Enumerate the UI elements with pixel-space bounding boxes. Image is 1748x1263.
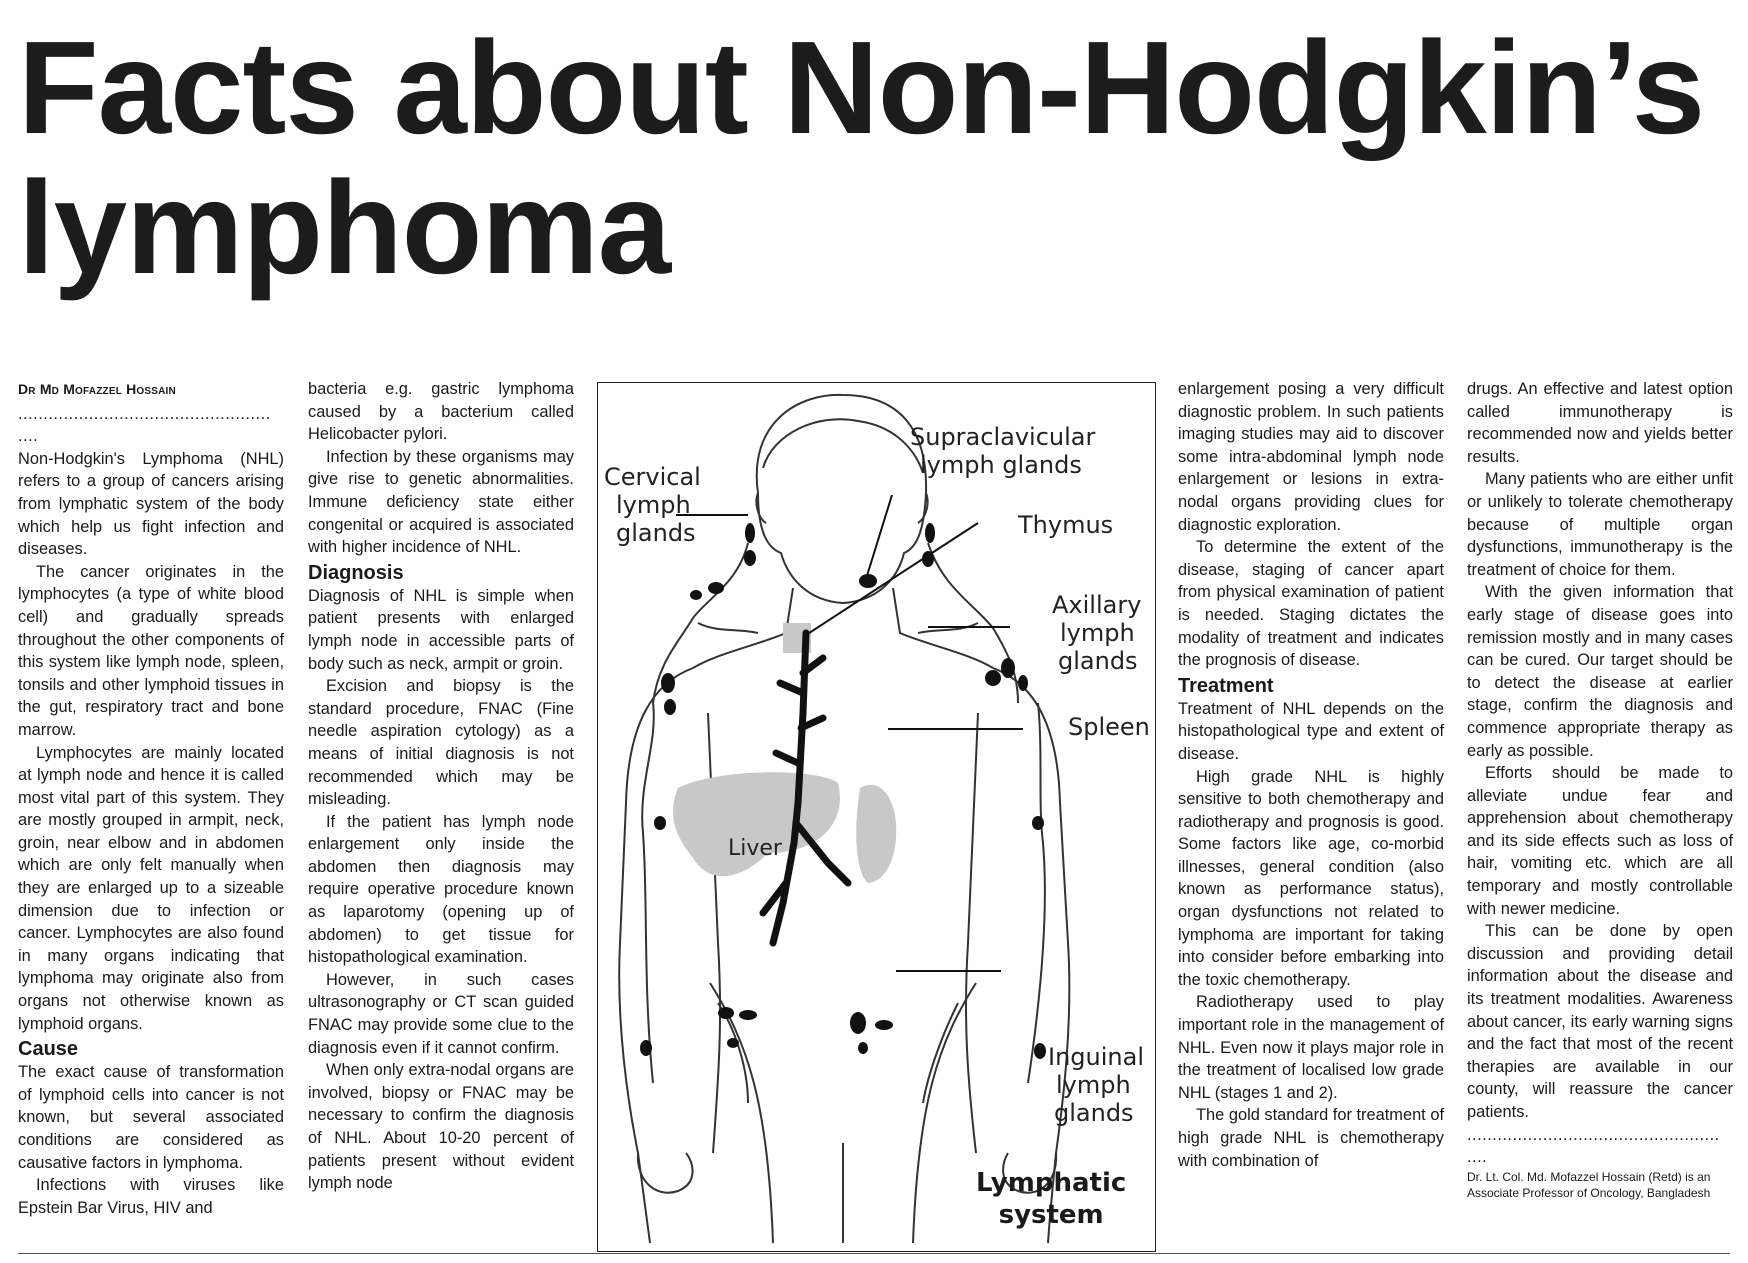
section-heading-cause: Cause (18, 1038, 79, 1061)
paragraph: The exact cause of transformation of lymphoid cells into cancer is not known, but several associated conditions are considered as causative factors in lymphoma. (18, 1063, 284, 1172)
label-line: Cervical (604, 463, 701, 491)
paragraph: Infections with viruses like Epstein Bar Virus, HIV and (18, 1176, 284, 1217)
paragraph: The gold standard for treatment of high grade NHL is chemotherapy with combination of (1178, 1106, 1444, 1170)
label-axillary-lymph-glands (1052, 591, 1141, 675)
paragraph: Many patients who are either unfit or unlikely to tolerate chemotherapy because of multiple organ dysfunctions, immunotherapy is the treatment of choice for them. (1467, 470, 1733, 579)
label-line: lymph (1060, 619, 1135, 647)
paragraph: However, in such cases ultrasonography or CT scan guided FNAC may provide some clue to the diagnosis even if it cannot confirm. (308, 970, 574, 1057)
paragraph: If the patient has lymph node enlargement only inside the abdomen then diagnosis may require operative procedure known as laparotomy (opening up of abdomen) to get tissue for histopathological examination. (308, 812, 574, 967)
paragraph: Treatment of NHL depends on the histopathological type and extent of disease. (1178, 699, 1444, 763)
label-line: Supraclavicular (910, 423, 1096, 451)
byline: Dr Md Mofazzel Hossain (18, 381, 176, 397)
label-cervical-lymph-glands (604, 463, 701, 547)
label-spleen: Spleen (1068, 713, 1150, 741)
paragraph: Radiotherapy used to play important role in the management of NHL. Even now it plays major role in the treatment of localised low grade NHL (stages 1 and 2). (1178, 993, 1444, 1102)
paragraph: Infection by these organisms may give rise to genetic abnormalities. Immune deficiency state either congenital or acquired is associated with higher incidence of NHL. (308, 447, 574, 557)
caption-line: system (998, 1200, 1104, 1230)
caption-line: Lymphatic (976, 1168, 1127, 1198)
paragraph: With the given information that early stage of disease goes into remission mostly and in many cases can be cured. Our target should be to detect the disease at earlier stage, confirm the diagnosis and commence appropriate therapy as early as possible. (1467, 583, 1733, 760)
label-supraclavicular-lymph-glands (910, 423, 1095, 479)
paragraph: drugs. An effective and latest option called immunotherapy is recommended now and yields better results. (1467, 380, 1733, 466)
label-line: lymph (1056, 1071, 1131, 1099)
label-line: glands (1058, 647, 1138, 675)
label-thymus: Thymus (1018, 511, 1114, 539)
label-line: glands (616, 519, 696, 547)
lymphatic-system-figure (597, 382, 1156, 1252)
author-footnote: Dr. Lt. Col. Md. Mofazzel Hossain (Retd) is an Associate Professor of Oncology, Bangladesh (1467, 1169, 1711, 1200)
paragraph: Excision and biopsy is the standard procedure, FNAC (Fine needle aspiration cytology) as a means of initial diagnosis is not recommended which may be misleading. (308, 677, 574, 809)
paragraph: When only extra-nodal organs are involved, biopsy or FNAC may be necessary to confirm the diagnosis of NHL. About 10-20 percent of patients present without evident lymph node (308, 1061, 574, 1193)
paragraph: This can be done by open discussion and providing detail information about the disease and its treatment modalities. Awareness about cancer, its early warning signs and the fact that most of the recent therapies are available in our county, will reassure the cancer patients. (1467, 922, 1733, 1121)
section-heading-treatment: Treatment (1178, 674, 1274, 697)
divider-dots: .................................................. (18, 404, 271, 423)
spleen-shape (856, 785, 896, 883)
article-column-2 (308, 378, 574, 1195)
paragraph: Efforts should be made to alleviate undue fear and apprehension about chemotherapy and its side effects such as loss of hair, vomiting etc. which are all temporary and mostly controllable with newer medicine. (1467, 764, 1733, 918)
paragraph: The cancer originates in the lymphocytes (a type of white blood cell) and gradually spreads throughout the other components of this system like lymph node, spleen, tonsils and other lymphoid tissues in the gut, respiratory tract and bone marrow. (18, 562, 284, 739)
label-inguinal-lymph-glands (1048, 1043, 1144, 1127)
paragraph: High grade NHL is highly sensitive to both chemotherapy and radiotherapy and prognosis is good. Some factors like age, co-morbid illnesses, general condition (also known as performance status), organ dysfunctions not related to lymphoma are important for taking into consider before embarking into the toxic chemotherapy. (1178, 767, 1444, 989)
bottom-rule (18, 1253, 1730, 1254)
headline: Facts about Non-Hodgkin’s lymphoma (18, 14, 1705, 301)
divider-dots-tail: .... (1467, 1148, 1488, 1167)
divider-dots: .................................................. (1467, 1125, 1720, 1144)
paragraph: enlargement posing a very difficult diagnostic problem. In such patients imaging studies may aid to discover some intra-abdominal lymph node enlargement or lesions in extra-nodal organs providing clues for diagnostic exploration. (1178, 380, 1444, 534)
paragraph: Lymphocytes are mainly located at lymph node and hence it is called most vital part of this system. They are mostly grouped in armpit, neck, groin, near elbow and in abdomen which are only felt manually when they are enlarged up to a sizeable dimension due to infection or cancer. Lymphocytes are also found in many organs indicating that lymphoma may originate also from organs not otherwise known as lymphoid organs. (18, 743, 284, 1033)
label-liver: Liver (728, 836, 782, 861)
figure-caption (976, 1167, 1126, 1231)
paragraph: To determine the extent of the disease, staging of cancer apart from physical examination of patient is needed. Staging dictates the modality of treatment and indicates the prognosis of disease. (1178, 538, 1444, 670)
label-line: glands (1054, 1099, 1134, 1127)
divider-dots-tail: .... (18, 427, 39, 446)
article-column-1 (18, 378, 284, 1219)
label-line: Inguinal (1048, 1043, 1144, 1071)
article-column-3 (1178, 378, 1444, 1172)
paragraph: bacteria e.g. gastric lymphoma caused by a bacterium called Helicobacter pylori. (308, 380, 574, 444)
label-line: Axillary (1052, 591, 1142, 619)
section-heading-diagnosis: Diagnosis (308, 561, 404, 584)
paragraph: Diagnosis of NHL is simple when patient presents with enlarged lymph node in accessible parts of body such as neck, armpit or groin. (308, 586, 574, 673)
label-line: lymph (616, 491, 691, 519)
label-line: lymph glands (920, 451, 1082, 479)
paragraph: Non-Hodgkin's Lymphoma (NHL) refers to a group of cancers arising from lymphatic system of the body which help us fight infection and diseases. (18, 449, 284, 559)
article-column-4 (1467, 378, 1733, 1201)
